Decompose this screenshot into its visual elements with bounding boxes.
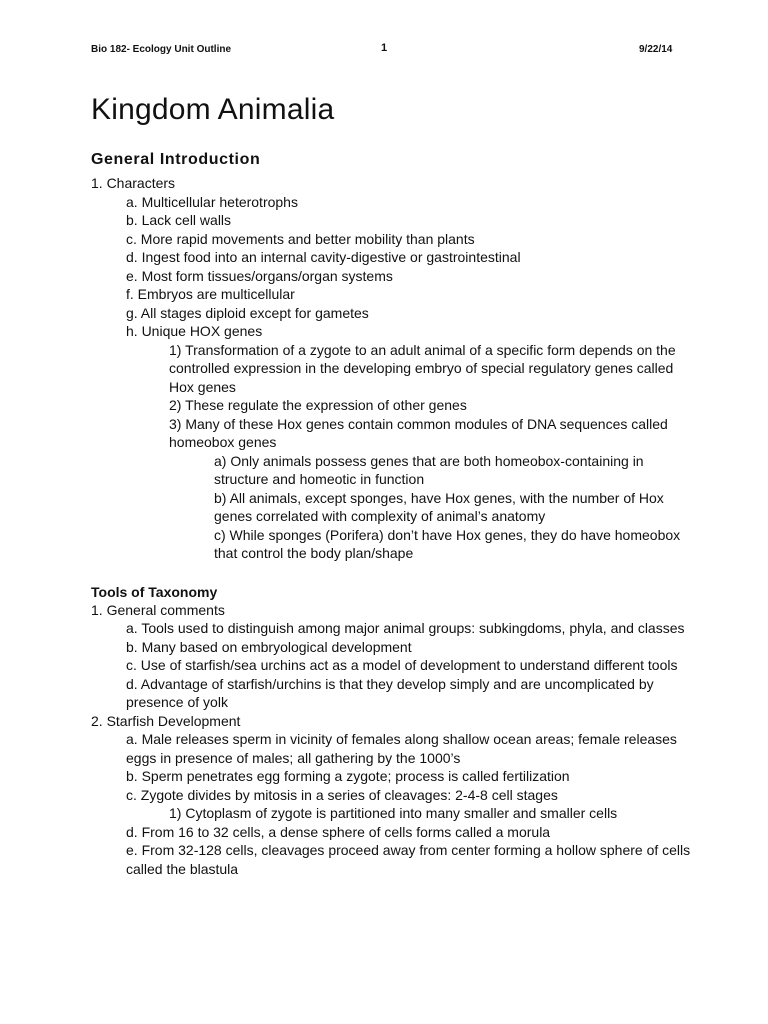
outline-item: a. Multicellular heterotrophs	[126, 193, 298, 210]
outline-item: b. Sperm penetrates egg forming a zygote; process is called fertilization	[126, 768, 570, 784]
outline-item: d. From 16 to 32 cells, a dense sphere of cells forms called a morula	[126, 823, 551, 840]
outline-item: 2. Starfish Development	[91, 712, 241, 729]
outline-item: a. Tools used to distinguish among major animal groups: subkingdoms, phyla, and classes	[126, 620, 685, 636]
outline-item: f. Embryos are multicellular	[126, 286, 295, 302]
section-tools-of-taxonomy	[91, 601, 691, 879]
outline-item: b) All animals, except sponges, have Hox genes, with the number of Hox genes correlated with complexity of animal’s anatomy	[214, 489, 664, 524]
section-general-introduction	[91, 174, 691, 563]
outline-item: e. Most form tissues/organs/organ systems	[126, 267, 393, 284]
outline-item: 1. General comments	[91, 601, 225, 618]
outline-item: 2) These regulate the expression of other genes	[169, 397, 467, 413]
outline-item: h. Unique HOX genes	[126, 323, 263, 339]
outline-item: b. Lack cell walls	[126, 212, 232, 228]
outline-item: a) Only animals possess genes that are both homeobox-containing in structure and homeotic in function	[214, 452, 644, 487]
section-heading-general-introduction: General Introduction	[91, 151, 261, 168]
outline-item: c. Zygote divides by mitosis in a series of cleavages: 2-4-8 cell stages	[126, 786, 558, 803]
outline-item: 1) Transformation of a zygote to an adult animal of a specific form depends on the controlled expression in the developing embryo of special regulatory genes called Hox genes	[169, 341, 676, 395]
outline-body	[91, 150, 691, 878]
outline-item: d. Ingest food into an internal cavity-digestive or gastrointestinal	[126, 249, 521, 265]
outline-item: d. Advantage of starfish/urchins is that they develop simply and are uncomplicated by presence of yolk	[126, 675, 654, 710]
outline-item: b. Many based on embryological development	[126, 638, 412, 655]
outline-item: 1. Characters	[91, 175, 176, 191]
outline-item: e. From 32-128 cells, cleavages proceed away from center forming a hollow sphere of cells called the blastula	[126, 842, 691, 877]
outline-item: c) While sponges (Porifera) don’t have Hox genes, they do have homeobox that control the body plan/shape	[214, 526, 681, 561]
header-date: 9/22/14	[639, 44, 673, 55]
page-title: Kingdom Animalia	[91, 93, 335, 126]
outline-item: 3) Many of these Hox genes contain common modules of DNA sequences called homeobox genes	[169, 415, 668, 450]
section-heading-tools-of-taxonomy: Tools of Taxonomy	[91, 583, 218, 600]
header-page-number: 1	[381, 42, 388, 54]
outline-item: 1) Cytoplasm of zygote is partitioned into many smaller and smaller cells	[169, 805, 618, 821]
outline-item: g. All stages diploid except for gametes	[126, 304, 369, 321]
outline-item: c. Use of starfish/sea urchins act as a model of development to understand different tools	[126, 657, 678, 673]
outline-item: a. Male releases sperm in vicinity of females along shallow ocean areas; female releases eggs in presence of males; all gathering by the 1000’s	[126, 731, 677, 766]
outline-item: c. More rapid movements and better mobility than plants	[126, 230, 475, 247]
header-course-title: Bio 182- Ecology Unit Outline	[91, 44, 232, 55]
